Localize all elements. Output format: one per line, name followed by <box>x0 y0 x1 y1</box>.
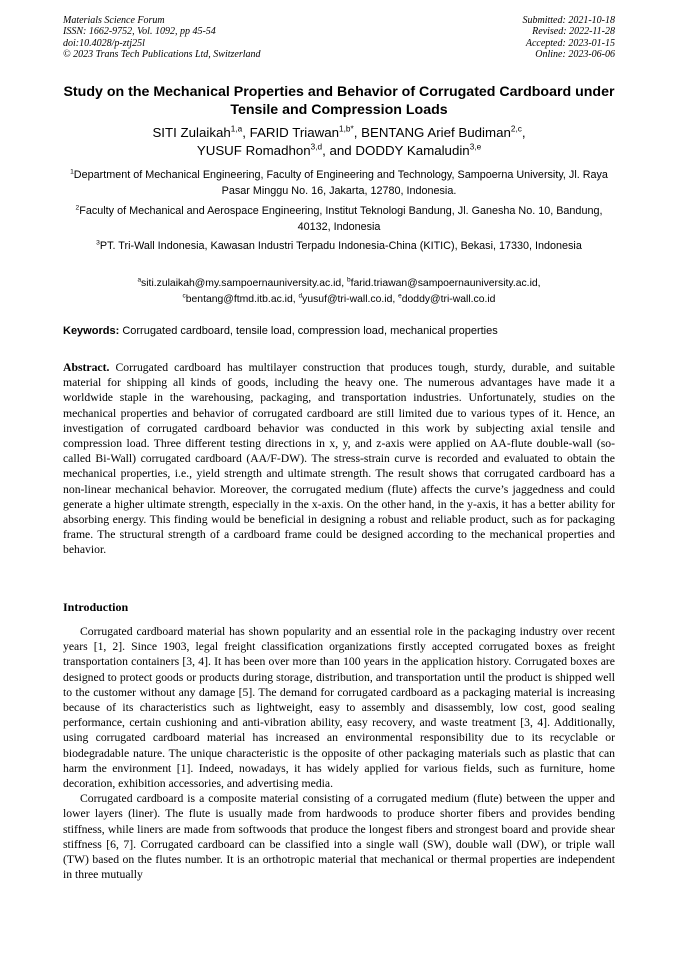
affiliation: $^3$PT. Tri-Wall Indonesia, Kawasan Industri Terpadu Indonesia-China (KITIC), Bekasi, 17330, Indonesia <box>96 239 582 252</box>
email-link[interactable]: $^b$farid.triawan@sampoernauniversity.ac.id, <box>346 276 541 289</box>
email-link[interactable]: $^c$bentang@ftmd.itb.ac.id <box>182 292 293 305</box>
date-revised: Revised: 2022-11-28 <box>532 26 615 38</box>
affiliation: $^1$Department of Mechanical Engineering, Faculty of Engineering and Technology, Sampoerna University, Jl. Raya Pasar Minggu No. 16, Jakarta, 12780, Indonesia. <box>70 168 608 197</box>
keywords-text: Corrugated cardboard, tensile load, compression load, mechanical properties <box>122 325 498 337</box>
journal-info <box>63 15 261 61</box>
paper-title: Study on the Mechanical Properties and Behavior of Corrugated Cardboard under Tensile and Compression Loads <box>63 84 615 118</box>
abstract-text: Corrugated cardboard has multilayer construction that produces tough, sturdy, durable, and suitable material for shipping all kinds of goods, including the heavy one. The numerous advantages have made it a worldwide staple in the warehousing, packaging, and transportation industries. Unfortunately, studies on the mechanical properties and behavior of corrugated cardboard are still limited due to various types of it. Hence, an investigation of corrugated cardboard behavior was conducted in this work by subjecting axial tensile and compression load. Three different testing directions in x, y, and z-axis were applied on AA-flute double-wall (so-called Bi-Wall) corrugated cardboard (AA/F-DW). The stress-strain curve is recorded and evaluated to obtain the mechanical properties, i.e., yield strength and ultimate strength. The result shows that corrugated cardboard has a non-linear mechanical behavior. Moreover, the corrugated medium (flute) affects the curve’s jaggedness and could generate a higher ultimate strength, especially in the x-axis. On the other hand, in the y-axis, it has a better ability for absorbing energy. This finding would be beneficial in designing a robust and reliable product, such as for packaging frame. The structural strength of a cardboard frame could be designed according to the mechanical properties and behavior. <box>63 361 615 557</box>
keywords-label: Keywords: <box>63 325 120 337</box>
journal-doi: doi:10.4028/p-ztj25l <box>63 37 145 49</box>
introduction-body <box>63 624 615 882</box>
abstract-label: Abstract. <box>63 361 110 374</box>
author: FARID Triawan$^{1,b*}$, <box>249 124 362 140</box>
journal-copyright: © 2023 Trans Tech Publications Ltd, Switzerland <box>63 49 261 61</box>
paragraph: Corrugated cardboard material has shown popularity and an essential role in the packaging industry over recent years [1, 2]. Since 1903, legal freight classification organizations firstly accepted corrugated boxes as freight transportation containers [3, 4]. It has been over more than 100 years in the application history. Corrugated boxes are designed to protect goods or products during storage, distribution, and transportation until the product is shipped well to the customer without any damage [5]. The demand for corrugated cardboard as a packaging material is increasing because of its characteristics such as lightweight, easy to assembly and disassembly, low cost, good sealing performance, certain cushioning and anti-vibration ability, easy recovery, and waste treatment [3, 4]. Additionally, using corrugated cardboard material has increased an environmental responsibility due to its recyclable or biodegradable nature. The unique characteristic is the opposite of other packaging materials such as plastic that can harm the environment [1]. Indeed, nowadays, it has widely applied for various fields, such as furniture, home decoration, exhibition accessories, and advertising media. <box>63 625 615 791</box>
author: DODDY Kamaludin$^{3,e}$ <box>355 142 482 158</box>
section-heading-introduction: Introduction <box>63 600 129 614</box>
author: BENTANG Arief Budiman$^{2,c}$, <box>361 124 526 140</box>
date-accepted: Accepted: 2023-01-15 <box>525 37 615 49</box>
email-link[interactable]: $^e$doddy@tri-wall.co.id <box>398 292 496 305</box>
journal-name: Materials Science Forum <box>63 15 165 26</box>
email-link[interactable]: $^a$siti.zulaikah@my.sampoernauniversity.ac.id <box>137 276 342 289</box>
affiliation: $^2$Faculty of Mechanical and Aerospace Engineering, Institut Teknologi Bandung, Jl. Ganesha No. 10, Bandung, 40132, Indonesia <box>75 204 603 233</box>
paragraph: Corrugated cardboard is a composite material consisting of a corrugated medium (flute) between the upper and lower layers (liner). The flute is usually made from hardwoods to produce shorter fibers and provides bending stiffness, while liners are made from softwoods that produce the longest fibers and strongest board and provide shear stiffness [6, 7]. Corrugated cardboard can be classified into a single wall (SW), double wall (DW), or triple wall (TW) based on the flutes number. It is an orthotropic material that mechanical or thermal properties are independent in three mutually <box>63 792 615 882</box>
abstract <box>63 360 615 558</box>
date-submitted: Submitted: 2021-10-18 <box>522 15 615 26</box>
keywords <box>63 324 615 338</box>
journal-issn: ISSN: 1662-9752, Vol. 1092, pp 45-54 <box>63 26 216 38</box>
author-emails: $^a$siti.zulaikah@my.sampoernauniversity.ac.id, $^b$farid.triawan@sampoernauniversity.ac.id, $^c$bentang@ftmd.itb.ac.id, $^d$yusuf@tri-wall.co.id, $^e$doddy@tri-wall.co.id <box>137 276 541 305</box>
date-online: Online: 2023-06-06 <box>535 49 615 61</box>
author: SITI Zulaikah$^{1,a}$, <box>152 124 250 140</box>
author: YUSUF Romadhon$^{3,d}$, and <box>196 142 356 158</box>
publication-dates <box>523 15 616 61</box>
author-list <box>63 124 615 160</box>
email-link[interactable]: $^d$yusuf@tri-wall.co.id <box>298 292 393 305</box>
